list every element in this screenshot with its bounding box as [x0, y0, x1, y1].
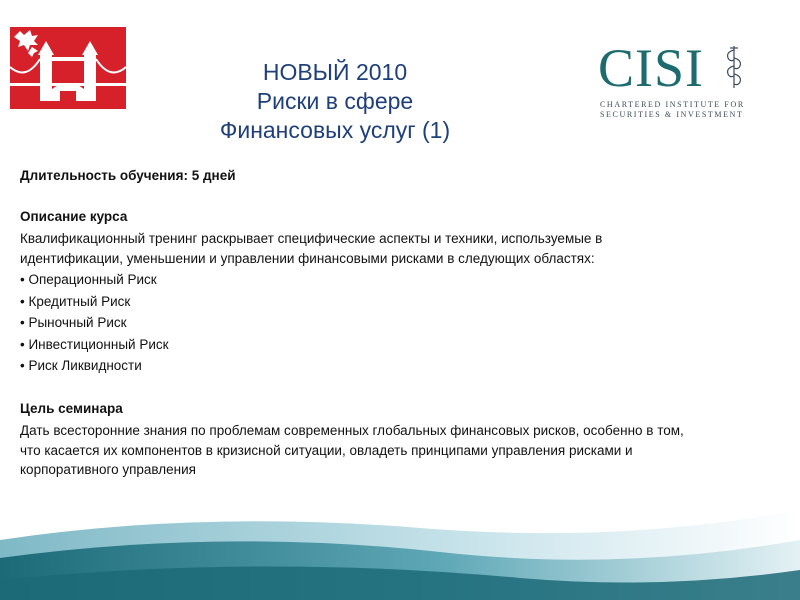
goal-text: Дать всесторонние знания по проблемам современных глобальных финансовых рисков, особенно в том, что касается их компонентов в кризисной ситуации, овладеть принципами управления рисками и корпоративного управления: [20, 423, 684, 477]
list-item: • Рыночный Риск: [20, 315, 127, 330]
risk-list: [20, 270, 700, 376]
course-description: [20, 166, 700, 480]
list-item: • Риск Ликвидности: [20, 358, 142, 373]
duration-text: Длительность обучения: 5 дней: [20, 168, 236, 183]
page-title: [190, 58, 480, 145]
tower-bridge-dragon-logo: [10, 27, 126, 109]
title-line-1: НОВЫЙ 2010: [262, 59, 408, 85]
description-heading: Описание курса: [20, 208, 128, 224]
list-item: • Кредитный Риск: [20, 293, 131, 309]
goal-heading: Цель семинара: [20, 400, 123, 416]
list-item: • Инвестиционный Риск: [20, 336, 169, 352]
cisi-logo: [598, 38, 758, 119]
cisi-subtitle-line-2: SECURITIES & INVESTMENT: [600, 110, 744, 119]
cisi-subtitle-line-1: CHARTERED INSTITUTE FOR: [600, 100, 745, 109]
title-line-2: Риски в сфере: [256, 88, 414, 114]
decorative-wave-footer: [0, 470, 800, 600]
cisi-wordmark: CISI: [598, 38, 705, 98]
list-item: • Операционный Риск: [20, 272, 157, 287]
title-line-3: Финансовых услуг (1): [219, 117, 451, 143]
description-text: Квалификационный тренинг раскрывает специфические аспекты и техники, используемые в идентификации, уменьшении и управлении финансовыми рисками в следующих областях:: [20, 231, 603, 266]
heraldic-emblem-icon: [722, 44, 746, 90]
